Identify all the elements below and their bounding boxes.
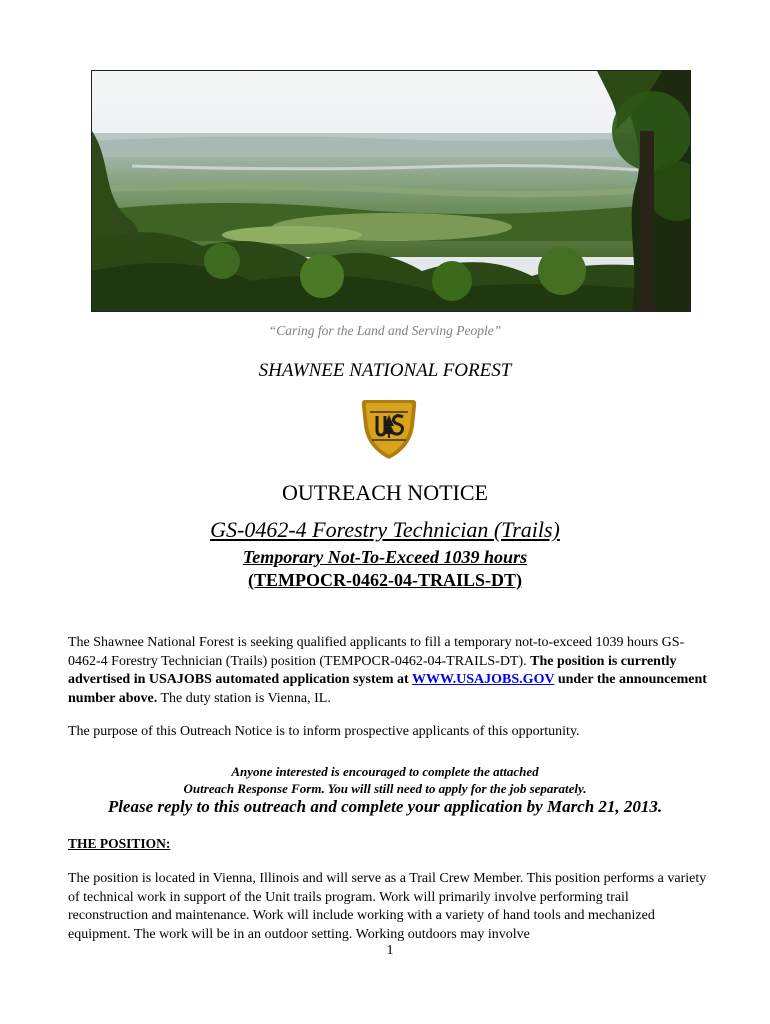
- job-subtitle: Temporary Not-To-Exceed 1039 hours: [242, 547, 528, 567]
- forest-name: SHAWNEE NATIONAL FOREST: [258, 360, 512, 381]
- reply-deadline: Please reply to this outreach and complete your application by March 21, 2013.: [107, 797, 663, 816]
- job-title: GS-0462-4 Forestry Technician (Trails): [210, 517, 560, 542]
- callout-line-1: Anyone interested is encouraged to complete the attached: [231, 764, 539, 779]
- purpose-paragraph: The purpose of this Outreach Notice is to inform prospective applicants of this opportunity.: [68, 724, 580, 739]
- page-number: 1: [386, 943, 394, 958]
- intro-bold-text-2: under the announcement number above.: [68, 672, 707, 706]
- forest-landscape-photo: [91, 70, 691, 312]
- notice-title: OUTREACH NOTICE: [282, 480, 488, 505]
- intro-text: The Shawnee National Forest is seeking qualified applicants to fill a temporary not-to-exceed 1039 hours GS-0462-4 Forestry Technician (Trails) position (TEMPOCR-0462-04-TRAILS-DT).: [68, 635, 685, 669]
- motto: “Caring for the Land and Serving People”: [268, 323, 502, 338]
- position-paragraph: The position is located in Vienna, Illinois and will serve as a Trail Crew Member. This position performs a variety of technical work in support of the Unit trails program. Work will primarily involve performing trail reconstruction and maintenance. Work will include working with a variety of hand tools and mechanized equipment. The work will be in an outdoor setting. Working outdoors may involve: [68, 871, 707, 942]
- callout-line-2: Outreach Response Form. You will still need to apply for the job separately.: [183, 781, 587, 796]
- job-announcement-code: (TEMPOCR-0462-04-TRAILS-DT): [248, 570, 522, 590]
- intro-duty-station: The duty station is Vienna, IL.: [157, 690, 331, 706]
- usajobs-link[interactable]: WWW.USAJOBS.GOV: [411, 672, 555, 687]
- intro-paragraph: [68, 634, 708, 708]
- intro-bold-text: The position is currently advertised in USAJOBS automated application system at: [68, 653, 677, 687]
- usda-forest-service-shield-icon: [359, 396, 419, 462]
- position-heading: THE POSITION:: [68, 836, 171, 851]
